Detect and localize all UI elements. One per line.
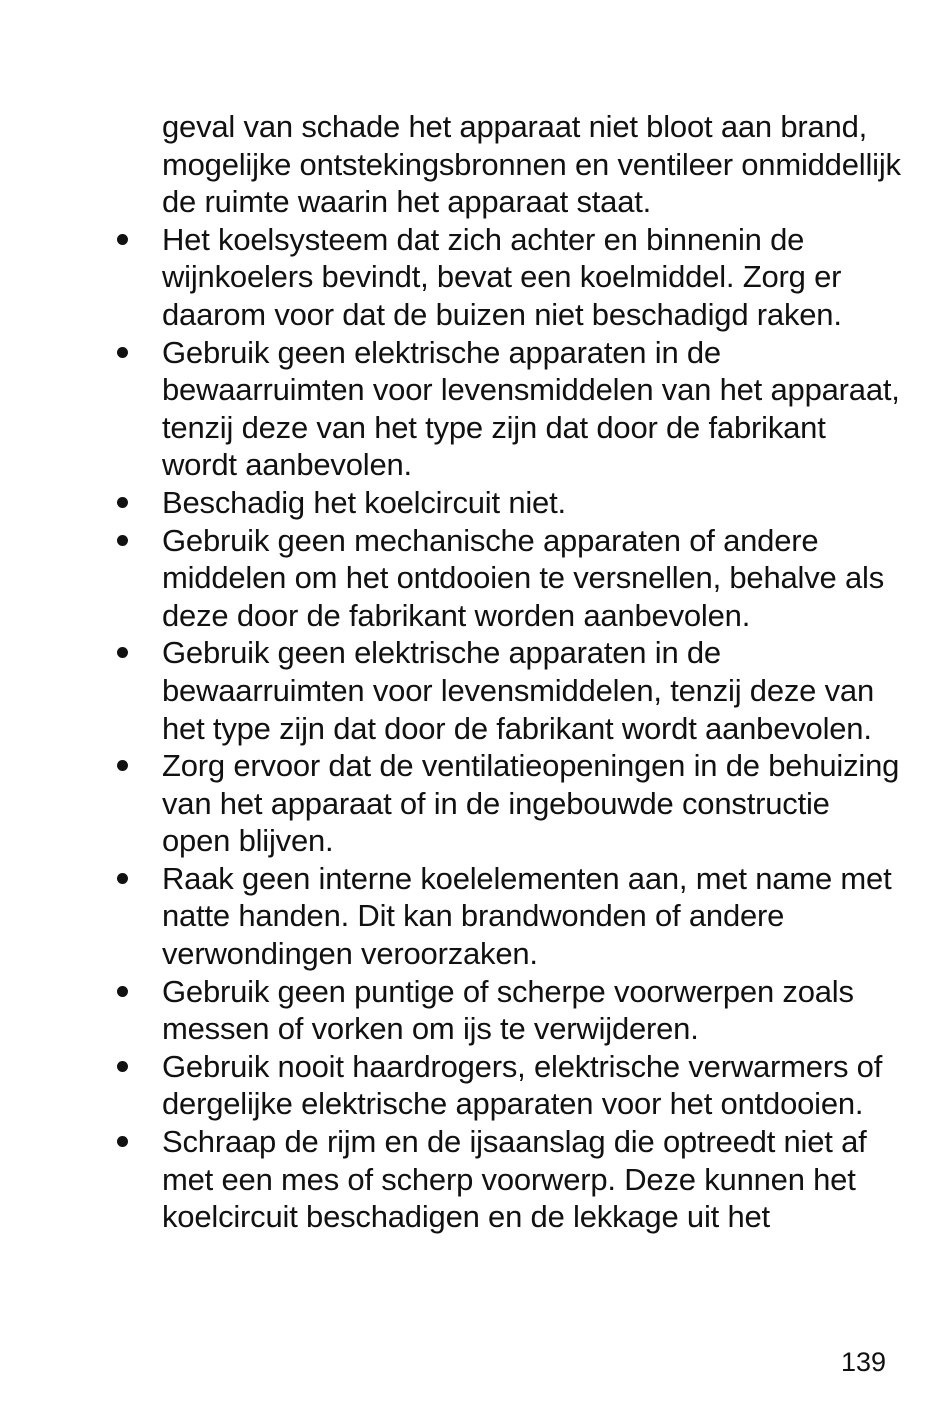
list-item	[162, 484, 902, 522]
bullet-icon	[117, 873, 128, 884]
list-item	[162, 860, 902, 973]
list-item-text: Beschadig het koelcircuit niet.	[162, 484, 566, 520]
list-item-text: Gebruik geen mechanische apparaten of andere middelen om het ontdooien te versnellen, behalve als deze door de fabrikant worden aanbevolen.	[162, 522, 885, 633]
list-item	[162, 522, 902, 635]
list-item-text: Gebruik nooit haardrogers, elektrische verwarmers of dergelijke elektrische apparaten voor het ontdooien.	[162, 1048, 883, 1122]
bullet-icon	[117, 234, 128, 245]
list-item-text: Schraap de rijm en de ijsaanslag die optreedt niet af met een mes of scherp voorwerp. Deze kunnen het koelcircuit beschadigen en de lekkage uit het	[162, 1124, 867, 1235]
list-item-text: Gebruik geen elektrische apparaten in de bewaarruimten voor levensmiddelen, tenzij deze van het type zijn dat door de fabrikant wordt aanbevolen.	[162, 635, 875, 746]
page-content	[162, 108, 902, 1236]
list-item	[162, 1123, 902, 1236]
page-number: 139	[840, 1347, 886, 1377]
list-item	[162, 334, 902, 484]
list-item-text: Het koelsysteem dat zich achter en binnenin de wijnkoelers bevindt, bevat een koelmiddel. Zorg er daarom voor dat de buizen niet beschadigd raken.	[162, 221, 842, 332]
list-item	[162, 1048, 902, 1123]
list-item-text: Zorg ervoor dat de ventilatieopeningen in de behuizing van het apparaat of in de ingebouwde constructie open blijven.	[162, 748, 900, 859]
bullet-icon	[117, 986, 128, 997]
list-item-text: Gebruik geen elektrische apparaten in de bewaarruimten voor levensmiddelen van het apparaat, tenzij deze van het type zijn dat door de fabrikant wordt aanbevolen.	[162, 334, 900, 483]
bullet-icon	[117, 347, 128, 358]
bullet-icon	[117, 1136, 128, 1147]
bullet-icon	[117, 647, 128, 658]
list-item	[162, 634, 902, 747]
list-item	[162, 747, 902, 860]
bullet-icon	[117, 535, 128, 546]
list-item-text: Gebruik geen puntige of scherpe voorwerpen zoals messen of vorken om ijs te verwijderen.	[162, 973, 854, 1047]
list-item-text: Raak geen interne koelelementen aan, met name met natte handen. Dit kan brandwonden of andere verwondingen veroorzaken.	[162, 860, 892, 972]
bullet-icon	[117, 1061, 128, 1072]
bullet-icon	[117, 760, 128, 771]
continuation-paragraph: geval van schade het apparaat niet bloot aan brand, mogelijke ontstekingsbronnen en ventileer onmiddellijk de ruimte waarin het apparaat staat.	[162, 109, 901, 220]
bullet-icon	[117, 497, 128, 508]
list-item	[162, 221, 902, 334]
list-item	[162, 973, 902, 1048]
